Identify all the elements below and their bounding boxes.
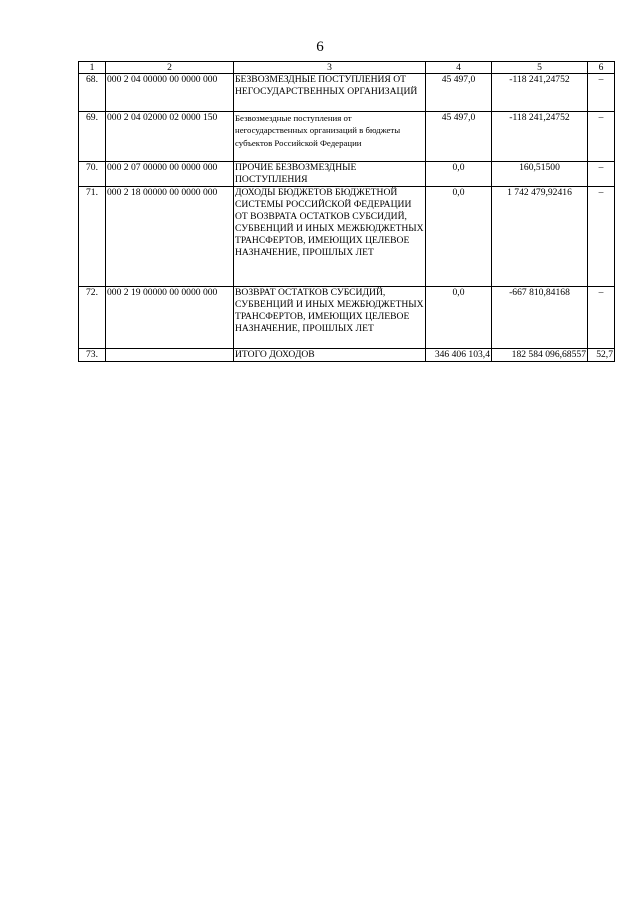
table-row — [79, 74, 615, 112]
revenue-table — [78, 61, 615, 362]
item-name: ПРОЧИЕ БЕЗВОЗМЕЗДНЫЕ ПОСТУПЛЕНИЯ — [234, 162, 426, 187]
column-header: 5 — [492, 62, 588, 74]
planned-amount: 0,0 — [426, 187, 492, 287]
budget-code: 000 2 18 00000 00 0000 000 — [106, 187, 234, 287]
item-name: ВОЗВРАТ ОСТАТКОВ СУБСИДИЙ, СУБВЕНЦИЙ И ИНЫХ МЕЖБЮДЖЕТНЫХ ТРАНСФЕРТОВ, ИМЕЮЩИХ ЦЕЛЕВОЕ НАЗНАЧЕНИЕ, ПРОШЛЫХ ЛЕТ — [234, 287, 426, 349]
actual-amount: 1 742 479,92416 — [492, 187, 588, 287]
item-name: БЕЗВОЗМЕЗДНЫЕ ПОСТУПЛЕНИЯ ОТ НЕГОСУДАРСТВЕННЫХ ОРГАНИЗАЦИЙ — [234, 74, 426, 112]
item-name: Безвозмездные поступления от негосударственных организаций в бюджеты субъектов Российской Федерации — [234, 112, 426, 162]
total-row — [79, 349, 615, 362]
row-number: 73. — [79, 349, 106, 362]
budget-code: 000 2 04 00000 00 0000 000 — [106, 74, 234, 112]
column-header: 1 — [79, 62, 106, 74]
total-execution-percent: 52,7 — [588, 349, 615, 362]
column-header: 6 — [588, 62, 615, 74]
budget-code: 000 2 19 00000 00 0000 000 — [106, 287, 234, 349]
budget-code — [106, 349, 234, 362]
row-number: 69. — [79, 112, 106, 162]
planned-amount: 45 497,0 — [426, 74, 492, 112]
table-row — [79, 187, 615, 287]
row-number: 71. — [79, 187, 106, 287]
planned-amount: 0,0 — [426, 287, 492, 349]
planned-amount: 45 497,0 — [426, 112, 492, 162]
budget-code: 000 2 04 02000 02 0000 150 — [106, 112, 234, 162]
planned-amount: 0,0 — [426, 162, 492, 187]
row-number: 68. — [79, 74, 106, 112]
execution-percent: – — [588, 187, 615, 287]
row-number: 72. — [79, 287, 106, 349]
execution-percent: – — [588, 112, 615, 162]
execution-percent: – — [588, 287, 615, 349]
column-header: 2 — [106, 62, 234, 74]
column-header: 4 — [426, 62, 492, 74]
total-actual-amount: 182 584 096,68557 — [492, 349, 588, 362]
total-label: ИТОГО ДОХОДОВ — [234, 349, 426, 362]
total-planned-amount: 346 406 103,4 — [426, 349, 492, 362]
table-row — [79, 162, 615, 187]
page-number: 6 — [316, 39, 324, 55]
budget-code: 000 2 07 00000 00 0000 000 — [106, 162, 234, 187]
actual-amount: -667 810,84168 — [492, 287, 588, 349]
actual-amount: -118 241,24752 — [492, 112, 588, 162]
table-row — [79, 112, 615, 162]
execution-percent: – — [588, 162, 615, 187]
item-name: ДОХОДЫ БЮДЖЕТОВ БЮДЖЕТНОЙ СИСТЕМЫ РОССИЙСКОЙ ФЕДЕРАЦИИ ОТ ВОЗВРАТА ОСТАТКОВ СУБСИДИЙ, СУБВЕНЦИЙ И ИНЫХ МЕЖБЮДЖЕТНЫХ ТРАНСФЕРТОВ, ИМЕЮЩИХ ЦЕЛЕВОЕ НАЗНАЧЕНИЕ, ПРОШЛЫХ ЛЕТ — [234, 187, 426, 287]
execution-percent: – — [588, 74, 615, 112]
column-header: 3 — [234, 62, 426, 74]
actual-amount: 160,51500 — [492, 162, 588, 187]
actual-amount: -118 241,24752 — [492, 74, 588, 112]
table-row — [79, 287, 615, 349]
row-number: 70. — [79, 162, 106, 187]
table-header-row — [79, 62, 615, 74]
